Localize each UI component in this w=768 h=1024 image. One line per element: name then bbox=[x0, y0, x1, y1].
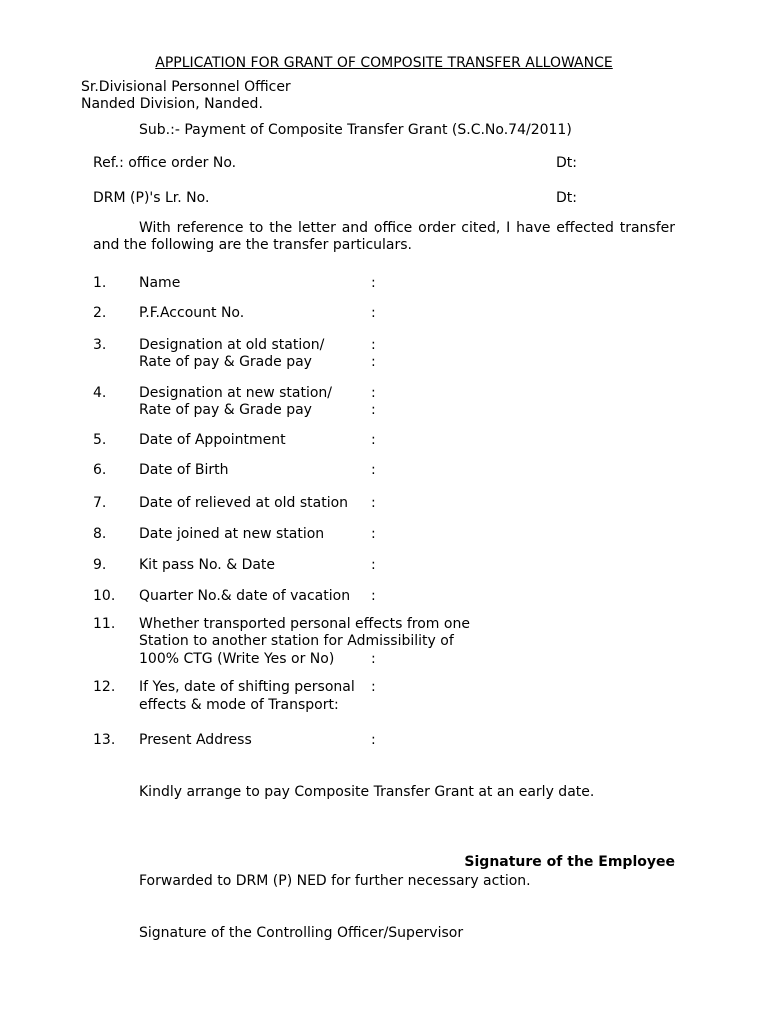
item-number: 2. bbox=[93, 305, 107, 321]
item-label: Kit pass No. & Date bbox=[139, 557, 276, 573]
intro-text: With reference to the letter and office order cited, I have effected transfer and the following are the transfer particulars. bbox=[93, 220, 675, 253]
item-number: 4. bbox=[93, 385, 107, 401]
item-label-line-2: Rate of pay & Grade pay bbox=[139, 402, 312, 418]
item-colon: : bbox=[371, 402, 376, 418]
forwarded-note: Forwarded to DRM (P) NED for further necessary action. bbox=[139, 873, 531, 889]
supervisor-signature-label: Signature of the Controlling Officer/Supervisor bbox=[139, 925, 464, 941]
item-colon: : bbox=[371, 305, 376, 321]
employee-signature-label: Signature of the Employee bbox=[464, 854, 675, 870]
item-label: If Yes, date of shifting personal bbox=[139, 679, 355, 695]
item-number: 10. bbox=[93, 588, 116, 604]
item-colon: : bbox=[371, 651, 376, 667]
item-number: 12. bbox=[93, 679, 116, 695]
item-number: 11. bbox=[93, 616, 116, 632]
item-number: 9. bbox=[93, 557, 107, 573]
item-label: Date of Appointment bbox=[139, 432, 286, 448]
item-label: Designation at old station/ bbox=[139, 337, 325, 353]
item-label: Date joined at new station bbox=[139, 526, 325, 542]
item-number: 7. bbox=[93, 495, 107, 511]
item-colon: : bbox=[371, 679, 376, 695]
item-label: Present Address bbox=[139, 732, 252, 748]
item-colon: : bbox=[371, 462, 376, 478]
item-label: Quarter No.& date of vacation bbox=[139, 588, 351, 604]
item-label-line-3: 100% CTG (Write Yes or No) bbox=[139, 651, 335, 667]
item-label: Whether transported personal effects from one bbox=[139, 616, 470, 632]
item-colon: : bbox=[371, 732, 376, 748]
item-colon: : bbox=[371, 275, 376, 291]
item-number: 5. bbox=[93, 432, 107, 448]
item-colon: : bbox=[371, 432, 376, 448]
item-number: 6. bbox=[93, 462, 107, 478]
payment-request: Kindly arrange to pay Composite Transfer Grant at an early date. bbox=[139, 784, 595, 800]
item-colon: : bbox=[371, 557, 376, 573]
item-label: Designation at new station/ bbox=[139, 385, 332, 401]
item-colon: : bbox=[371, 354, 376, 370]
item-colon: : bbox=[371, 588, 376, 604]
item-label: Date of Birth bbox=[139, 462, 229, 478]
item-label-line-2: Station to another station for Admissibility of bbox=[139, 633, 454, 649]
item-number: 13. bbox=[93, 732, 116, 748]
ref-drm-letter-date-label: Dt: bbox=[556, 190, 577, 206]
item-label: P.F.Account No. bbox=[139, 305, 245, 321]
item-label: Name bbox=[139, 275, 181, 291]
ref-drm-letter-label: DRM (P)'s Lr. No. bbox=[93, 190, 210, 206]
subject-line: Sub.:- Payment of Composite Transfer Grant (S.C.No.74/2011) bbox=[139, 122, 572, 138]
item-colon: : bbox=[371, 495, 376, 511]
item-colon: : bbox=[371, 526, 376, 542]
item-label-line-2: effects & mode of Transport: bbox=[139, 697, 339, 713]
item-number: 1. bbox=[93, 275, 107, 291]
ref-office-order-date-label: Dt: bbox=[556, 155, 577, 171]
intro-paragraph bbox=[93, 220, 675, 254]
addressee-line-2: Nanded Division, Nanded. bbox=[81, 96, 263, 112]
item-colon: : bbox=[371, 385, 376, 401]
document-title: APPLICATION FOR GRANT OF COMPOSITE TRANSFER ALLOWANCE bbox=[155, 55, 613, 71]
item-label: Date of relieved at old station bbox=[139, 495, 349, 511]
addressee-line-1: Sr.Divisional Personnel Officer bbox=[81, 79, 291, 95]
item-label-line-2: Rate of pay & Grade pay bbox=[139, 354, 312, 370]
item-number: 8. bbox=[93, 526, 107, 542]
item-colon: : bbox=[371, 337, 376, 353]
ref-office-order-label: Ref.: office order No. bbox=[93, 155, 237, 171]
item-number: 3. bbox=[93, 337, 107, 353]
